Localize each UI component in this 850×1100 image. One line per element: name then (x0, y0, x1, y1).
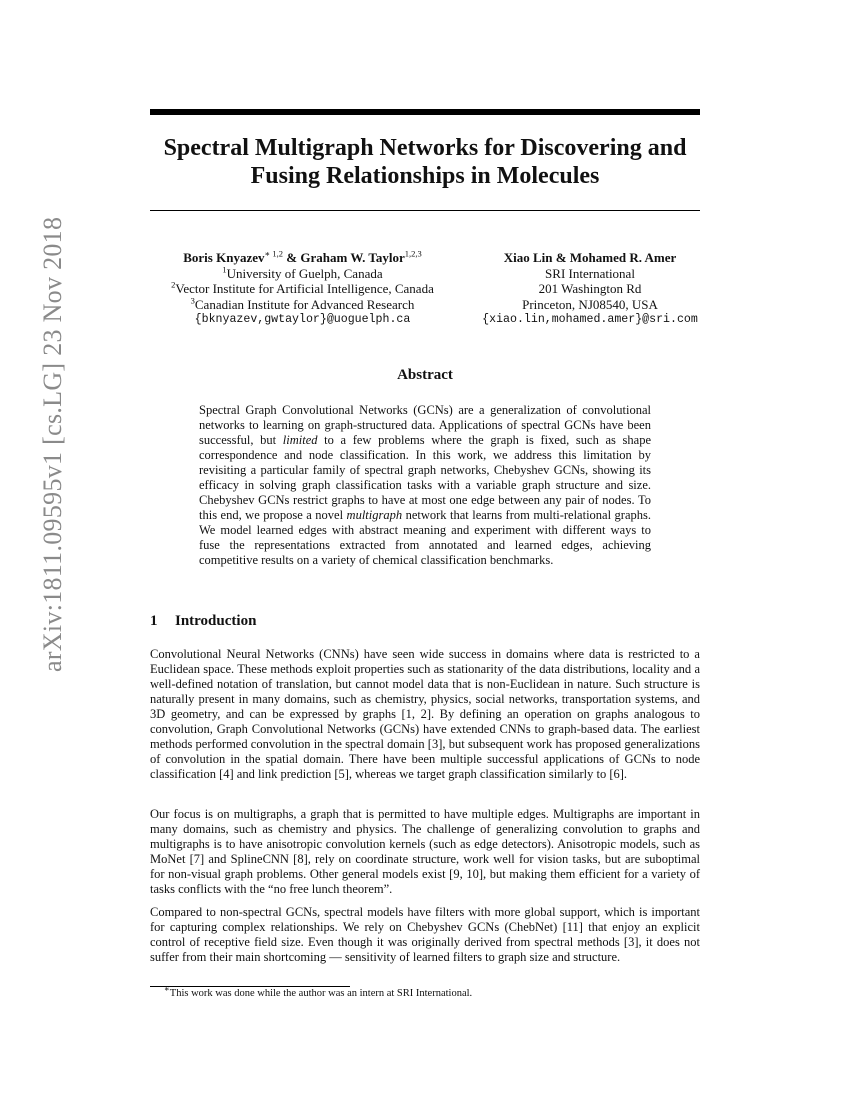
affiliation-3: Canadian Institute for Advanced Research (194, 296, 415, 312)
section-title: Introduction (175, 613, 257, 629)
affiliation-2-mark: 2 (171, 279, 176, 290)
footnote-mark: ∗ (164, 983, 170, 994)
affiliation-1-mark: 1 (222, 264, 227, 275)
abstract-part-a: Spectral Graph Convolutional Networks (GCNs) are a generalization of convolutional networks to learning on graph-structured data. Applications of spectral GCNs have been successful, but (199, 403, 651, 447)
abstract-heading: Abstract (397, 367, 453, 383)
author-1-marks: ∗ 1,2 (264, 248, 284, 259)
affiliation-3-mark: 3 (190, 295, 195, 306)
author-block-right (455, 250, 725, 328)
affiliation-1: University of Guelph, Canada (226, 265, 383, 281)
author-org: SRI International (545, 265, 635, 281)
author-street: 201 Washington Rd (538, 281, 642, 296)
footnote-text: This work was done while the author was an intern at SRI International. (169, 988, 473, 999)
footnote (164, 983, 473, 1000)
section-number: 1 (150, 613, 158, 629)
abstract-emphasis-multigraph: multigraph (346, 508, 403, 522)
section-heading-introduction (150, 613, 256, 630)
title-bottom-rule (150, 210, 700, 211)
footnote-rule (150, 986, 350, 987)
abstract-part-c: network that learns from multi-relational graphs. We model learned edges with abstract meaning and experiment with different ways to fuse the representations extracted from annotated and learned edges, achieving competitive results on a variety of chemical classification benchmarks. (199, 508, 651, 567)
author-email-right[interactable]: {xiao.lin,mohamed.amer}@sri.com (482, 313, 698, 326)
title-line-1: Spectral Multigraph Networks for Discovering and (163, 135, 687, 161)
affiliation-2: Vector Institute for Artificial Intelligence, Canada (175, 281, 434, 296)
author-names-right: Xiao Lin & Mohamed R. Amer (503, 250, 677, 265)
author-block-left (150, 250, 455, 328)
author-city: Princeton, NJ08540, USA (522, 296, 658, 312)
title-line-2: Fusing Relationships in Molecules (250, 163, 600, 189)
abstract-text (199, 403, 651, 568)
author-connector: & (283, 250, 301, 265)
author-email-left[interactable]: {bknyazev,gwtaylor}@uoguelph.ca (194, 313, 411, 326)
paper-title (150, 134, 700, 190)
intro-paragraph-1: Convolutional Neural Networks (CNNs) have seen wide success in domains where data is restricted to a Euclidean space. These methods exploit properties such as stationarity of the data distributions, locality and a well-defined notation of translation, but cannot model data that is non-Euclidean in nature. Such structure is naturally present in many domains, such as chemistry, physics, social networks, transportation systems, and 3D geometry, and can be expressed by graphs [1, 2]. By defining an operation on graphs analogous to convolution, Graph Convolutional Networks (GCNs) have extended CNNs to graph-based data. The earliest methods performed convolution in the spectral domain [3], but subsequent work has proposed generalizations of convolution in the spatial domain. There have been multiple successful applications of GCNs to node classification [4] and link prediction [5], whereas we target graph classification similarly to [6]. (150, 647, 700, 781)
arxiv-identifier: arXiv:1811.09595v1 [cs.LG] 23 Nov 2018 (38, 216, 67, 672)
abstract-part-b: to a few problems where the graph is fixed, such as shape correspondence and node classification. In this work, we address this limitation by revisiting a particular family of spectral graph networks, Chebyshev GCNs, showing its efficacy in solving graph classification tasks with a variable graph structure and size. Chebyshev GCNs restrict graphs to have at most one edge between any pair of nodes. To this end, we propose a novel (199, 433, 651, 522)
author-name-2: Graham W. Taylor (300, 250, 405, 265)
abstract-emphasis-limited: limited (282, 433, 318, 447)
title-top-rule (150, 109, 700, 115)
author-2-marks: 1,2,3 (404, 248, 422, 259)
intro-paragraph-2: Our focus is on multigraphs, a graph that is permitted to have multiple edges. Multigraphs are important in many domains, such as chemistry and physics. The challenge of generalizing convolution to graphs and multigraphs is to have anisotropic convolution kernels (such as edge detectors). Anisotropic models, such as MoNet [7] and SplineCNN [8], rely on coordinate structure, work well for vision tasks, but are suboptimal for non-visual graph problems. Other general models exist [9, 10], but making them efficient for a variety of tasks conflicts with the “no free lunch theorem”. (150, 807, 700, 896)
author-name-1: Boris Knyazev (183, 250, 265, 265)
intro-paragraph-3: Compared to non-spectral GCNs, spectral models have filters with more global support, which is important for capturing complex relationships. We rely on Chebyshev GCNs (ChebNet) [11] that enjoy an explicit control of receptive field size. Even though it was originally derived from spectral methods [3], it does not suffer from their main shortcoming — sensitivity of learned filters to graph size and structure. (150, 905, 700, 964)
